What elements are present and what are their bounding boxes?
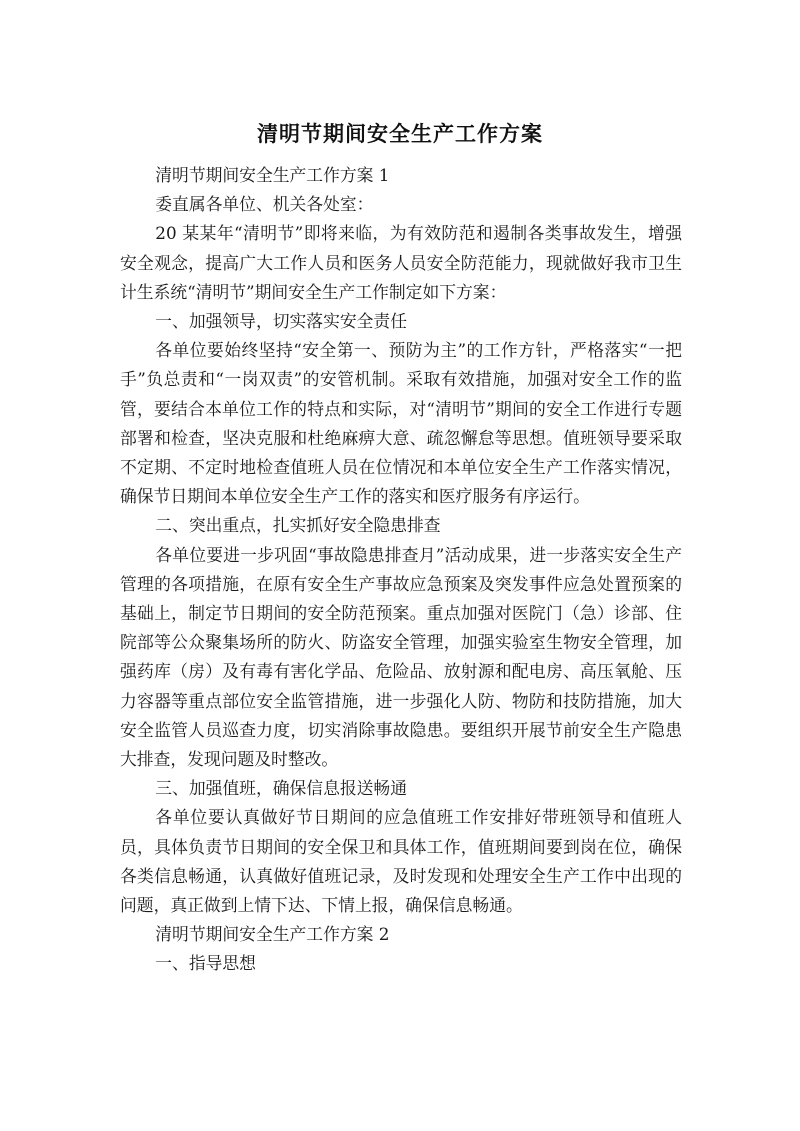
section-heading-leadership: 一、加强领导，切实落实安全责任 [155,311,407,332]
section-heading-hazards: 二、突出重点，扎实抓好安全隐患排查 [155,515,441,536]
body-paragraph-hazards: 各单位要进一步巩固“事故隐患排查月”活动成果，进一步落实安全生产管理的各项措施，在原有安全生产事故应急预案及突发事件应急处置预案的基础上，制定节日期间的安全防范预案。重点加强对医院门（急）诊部、住院部等公众聚集场所的防火、防盗安全管理，加强实验室生物安全管理，加强药库（房）及有毒有害化学品、危险品、放射源和配电房、高压氧舱、压力容器等重点部位安全监管措施，进一步强化人防、物防和技防措施，加大安全监管人员巡查力度，切实消除事故隐患。要组织开展节前安全生产隐患大排查，发现问题及时整改。 [120,544,682,770]
section-heading-plan-2: 清明节期间安全生产工作方案 2 [155,924,390,945]
body-paragraph-leadership: 各单位要始终坚持“安全第一、预防为主”的工作方针，严格落实“一把手”负总责和“一岗双责”的安管机制。采取有效措施，加强对安全工作的监管，要结合本单位工作的特点和实际，对“清明节”期间的安全工作进行专题部署和检查，坚决克服和杜绝麻痹大意、疏忽懈怠等思想。值班领导要采取不定期、不定时地检查值班人员在位情况和本单位安全生产工作落实情况，确保节日期间本单位安全生产工作的落实和医疗服务有序运行。 [120,340,682,507]
salutation: 委直属各单位、机关各处室： [155,194,374,215]
document-body [120,161,682,979]
section-heading-guiding-ideology: 一、指导思想 [155,953,256,974]
document-title: 清明节期间安全生产工作方案 [257,122,543,146]
section-heading-plan-1: 清明节期间安全生产工作方案 1 [155,165,390,185]
intro-paragraph: 20 某某年“清明节”即将来临，为有效防范和遏制各类事故发生，增强安全观念，提高广大工作人员和医务人员安全防范能力，现就做好我市卫生计生系统“清明节”期间安全生产工作制定如下方案： [120,223,682,302]
body-paragraph-duty: 各单位要认真做好节日期间的应急值班工作安排好带班领导和值班人员，具体负责节日期间的安全保卫和具体工作，值班期间要到岗在位，确保各类信息畅通，认真做好值班记录，及时发现和处理安全生产工作中出现的问题，真正做到上情下达、下情上报，确保信息畅通。 [120,807,682,916]
section-heading-duty: 三、加强值班，确保信息报送畅通 [155,778,407,799]
